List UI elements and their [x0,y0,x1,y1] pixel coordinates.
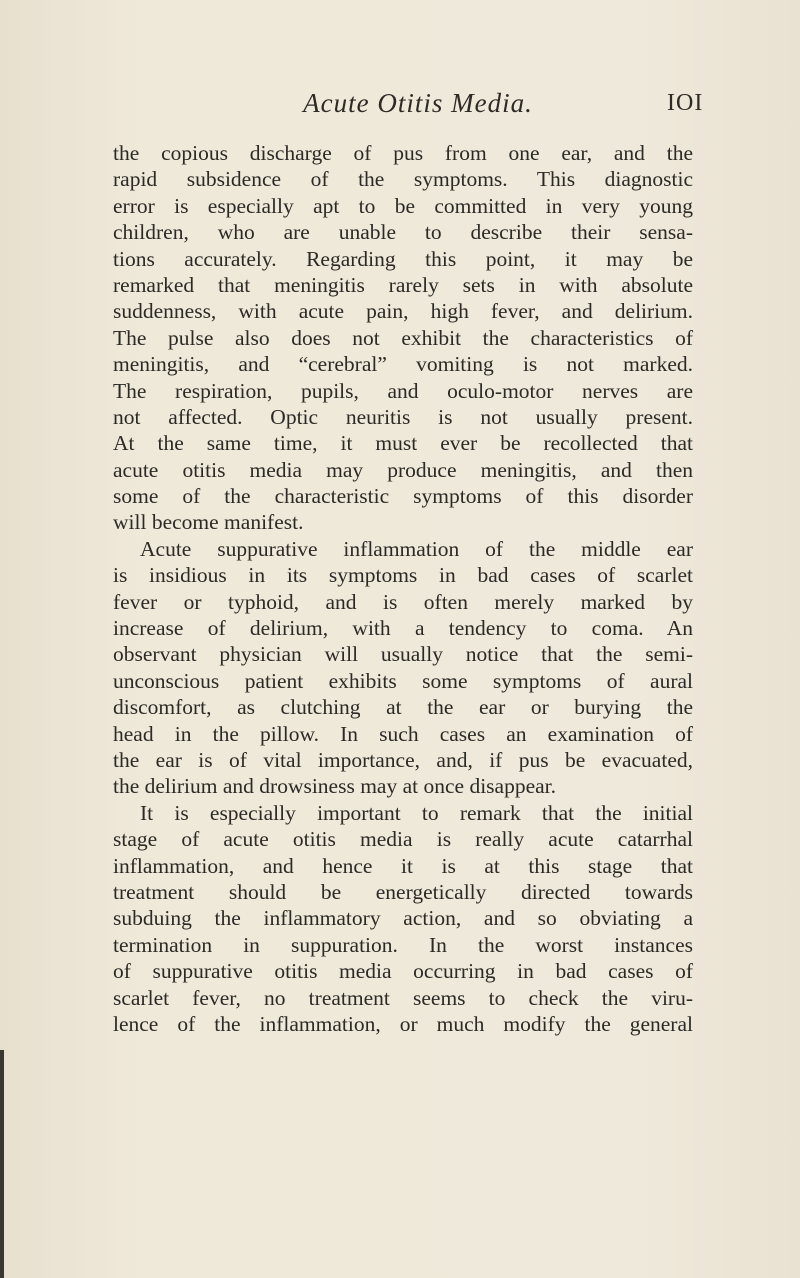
text-line: will become manifest. [113,510,304,535]
page-edge-shadow [0,1050,4,1278]
body-text [113,140,693,1037]
text-line: the ear is of vital importance, and, if pus be evacuated, [113,747,693,772]
text-line: The pulse also does not exhibit the characteristics of [113,325,693,350]
text-line: meningitis, and “cerebral” vomiting is not marked. [113,352,693,377]
text-line: acute otitis media may produce meningitis, and then [113,457,693,482]
text-line: the delirium and drowsiness may at once disappear. [113,774,557,799]
text-line: of suppurative otitis media occurring in bad cases of [113,959,693,984]
text-line: tions accurately. Regarding this point, it may be [113,246,693,271]
text-line: unconscious patient exhibits some symptoms of aural [113,668,693,693]
text-line: some of the characteristic symptoms of this disorder [113,484,693,509]
running-head: Acute Otitis Media. [303,88,533,118]
text-line: rapid subsidence of the symptoms. This diagnostic [113,167,693,192]
text-line: stage of acute otitis media is really acute catarrhal [113,827,693,852]
page-number: IOI [667,90,704,116]
text-line: treatment should be energetically directed towards [113,879,693,904]
text-line: The respiration, pupils, and oculo-motor nerves are [113,378,693,403]
text-line: is insidious in its symptoms in bad cases of scarlet [113,563,693,588]
text-line: scarlet fever, no treatment seems to check the viru- [113,985,693,1010]
text-line: observant physician will usually notice that the semi- [113,642,693,667]
text-line: lence of the inflammation, or much modify the general [113,1011,693,1036]
text-line: subduing the inflammatory action, and so obviating a [113,906,693,931]
text-line: remarked that meningitis rarely sets in with absolute [113,272,693,297]
page-header [0,88,800,128]
text-line: children, who are unable to describe their sensa- [113,220,693,245]
text-line: discomfort, as clutching at the ear or burying the [113,695,693,720]
text-line: It is especially important to remark that the initial [140,800,693,825]
text-line: fever or typhoid, and is often merely marked by [113,589,693,614]
text-line: inflammation, and hence it is at this stage that [113,853,693,878]
text-line: increase of delirium, with a tendency to coma. An [113,616,693,641]
text-line: the copious discharge of pus from one ear, and the [113,141,693,165]
text-line: termination in suppuration. In the worst instances [113,932,693,957]
text-line: not affected. Optic neuritis is not usually present. [113,404,693,429]
text-line: Acute suppurative inflammation of the middle ear [140,536,693,561]
text-line: head in the pillow. In such cases an examination of [113,721,693,746]
text-line: error is especially apt to be committed in very young [113,193,693,218]
text-line: suddenness, with acute pain, high fever, and delirium. [113,299,693,324]
text-line: At the same time, it must ever be recollected that [113,431,693,456]
